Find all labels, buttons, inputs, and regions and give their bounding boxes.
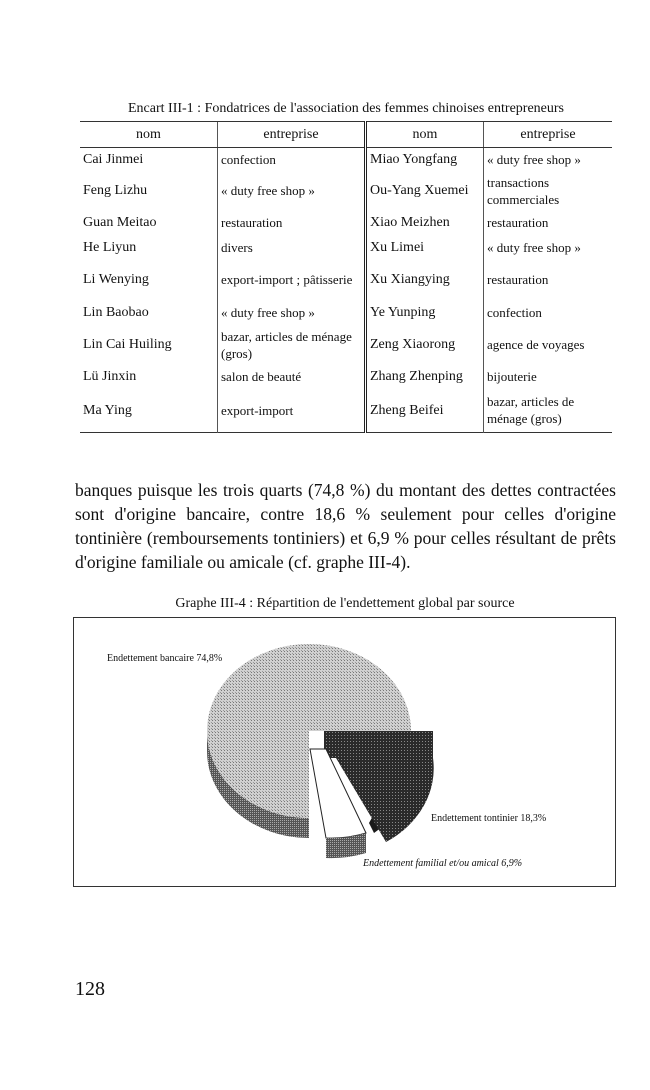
cell-entreprise: salon de beauté [218, 364, 366, 389]
table-row [80, 260, 612, 300]
table-title: Encart III-1 : Fondatrices de l'association des femmes chinoises entrepreneurs [128, 101, 564, 116]
cell-entreprise: restauration [484, 210, 613, 235]
cell-entreprise: « duty free shop » [484, 235, 613, 260]
cell-nom: Li Wenying [83, 272, 149, 287]
body-paragraph: banques puisque les trois quarts (74,8 %) du montant des dettes contractées sont d'origine bancaire, contre 18,6 % seulement pour celles d'origine tontinière (remboursements tontiniers) et 6,9 % pour celles résultant de prêts d'origine familiale ou amicale (cf. graphe III-4). [75, 480, 616, 572]
header-nom: nom [80, 122, 218, 148]
cell-nom: Xiao Meizhen [366, 210, 484, 235]
cell-nom: Ye Yunping [366, 300, 484, 326]
cell-nom: Zhang Zhenping [366, 364, 484, 389]
cell-entreprise: transactions commerciales [484, 172, 613, 210]
table-row [80, 148, 612, 172]
cell-entreprise: « duty free shop » [218, 172, 366, 210]
cell-nom: Lin Baobao [83, 305, 149, 320]
pie-chart [74, 618, 615, 886]
cell-entreprise: « duty free shop » [218, 300, 366, 326]
cell-entreprise: confection [484, 300, 613, 326]
cell-nom: Feng Lizhu [83, 183, 148, 198]
cell-entreprise: restauration [484, 260, 613, 300]
chart-frame [73, 617, 616, 887]
cell-entreprise: divers [218, 235, 366, 260]
cell-entreprise: bijouterie [484, 364, 613, 389]
table-row [80, 235, 612, 260]
cell-entreprise: restauration [218, 210, 366, 235]
table-header-row [80, 122, 612, 148]
cell-entreprise: export-import [218, 389, 366, 433]
chart-title: Graphe III-4 : Répartition de l'endettement global par source [175, 596, 515, 611]
cell-entreprise: export-import ; pâtisserie [218, 260, 366, 300]
cell-nom: Xu Limei [366, 235, 484, 260]
cell-nom: Miao Yongfang [366, 148, 484, 172]
table-row [80, 389, 612, 433]
cell-entreprise: bazar, articles de ménage (gros) [484, 389, 613, 433]
table-row [80, 172, 612, 210]
header-nom: nom [366, 122, 484, 148]
cell-nom: Xu Xiangying [366, 260, 484, 300]
cell-entreprise: agence de voyages [484, 326, 613, 364]
label-bancaire: Endettement bancaire 74,8% [107, 653, 223, 664]
label-familial: Endettement familial et/ou amical 6,9% [363, 858, 523, 869]
cell-nom: Zheng Beifei [366, 389, 484, 433]
table-row [80, 210, 612, 235]
cell-entreprise: bazar, articles de ménage (gros) [218, 326, 366, 364]
cell-nom: He Liyun [83, 239, 137, 255]
cell-nom: Guan Meitao [83, 214, 157, 230]
header-entreprise: entreprise [218, 122, 366, 148]
cell-entreprise: confection [218, 148, 366, 172]
table-row [80, 326, 612, 364]
cell-nom: Zeng Xiaorong [366, 326, 484, 364]
page-number: 128 [75, 978, 105, 1000]
label-tontinier: Endettement tontinier 18,3% [431, 813, 547, 824]
header-entreprise: entreprise [484, 122, 613, 148]
table-row [80, 364, 612, 389]
cell-nom: Lin Cai Huiling [83, 337, 172, 352]
table-row [80, 300, 612, 326]
founders-table [80, 121, 612, 433]
cell-nom: Lü Jinxin [83, 368, 137, 384]
cell-nom: Cai Jinmei [83, 152, 144, 168]
cell-entreprise: « duty free shop » [484, 148, 613, 172]
cell-nom: Ou-Yang Xuemei [366, 172, 484, 210]
cell-nom: Ma Ying [83, 402, 132, 418]
